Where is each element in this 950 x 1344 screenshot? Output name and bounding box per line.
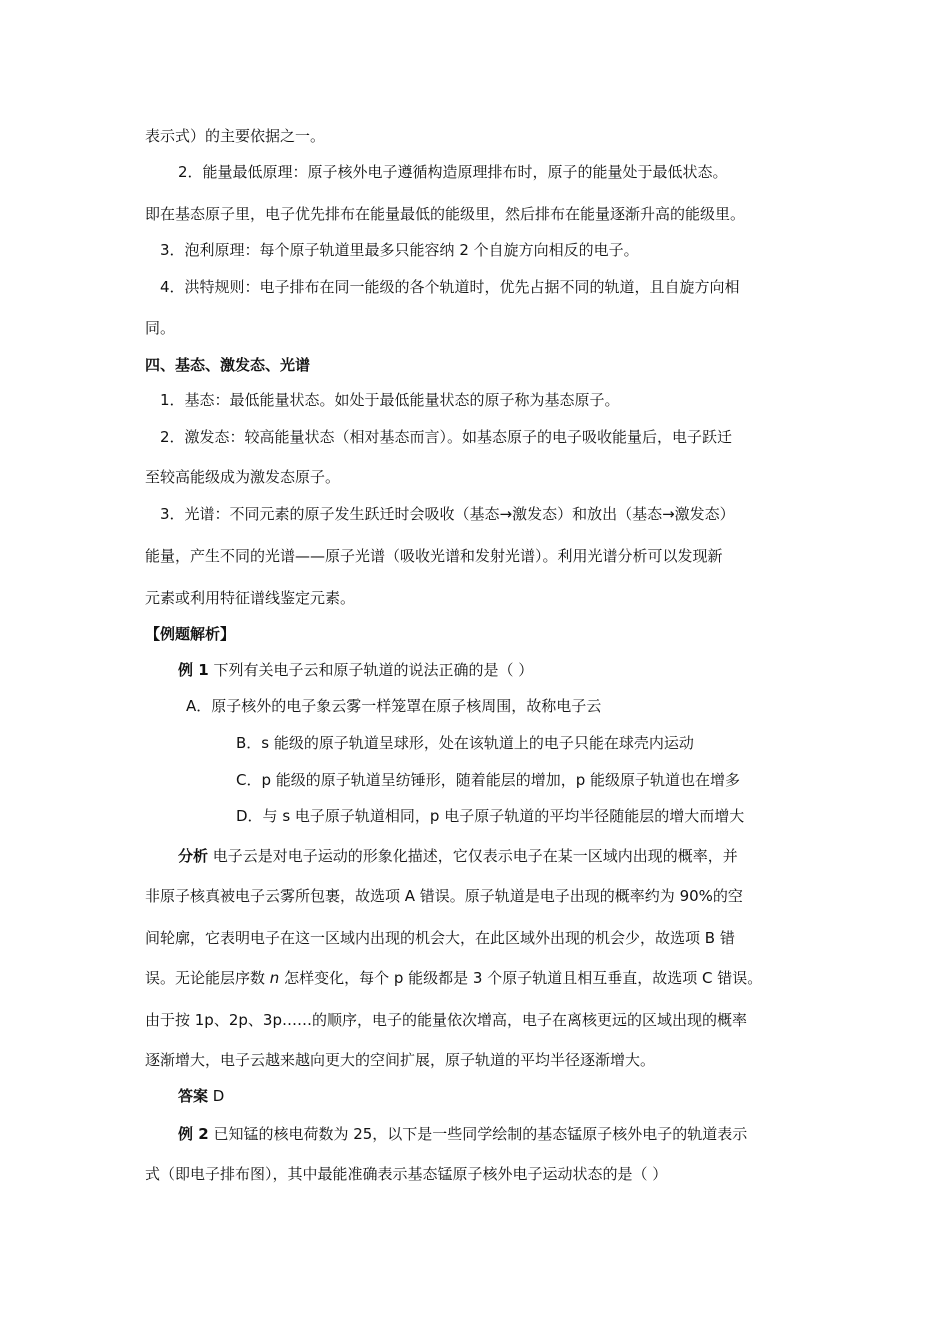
answer-label: 答案 (178, 1087, 209, 1105)
example-1-option-a: A．原子核外的电子象云雾一样笼罩在原子核周围，故称电子云 (186, 697, 602, 715)
paragraph-line: 元素或利用特征谱线鉴定元素。 (145, 589, 356, 607)
example-1-option-d: D．与 s 电子原子轨道相同，p 电子原子轨道的平均半径随能层的增大而增大 (236, 807, 745, 825)
example-2-label: 例 2 (178, 1125, 209, 1143)
italic-variable: n (269, 969, 280, 987)
analysis-line: 由于按 1p、2p、3p……的顺序，电子的能量依次增高，电子在离核更远的区域出现的概率 (145, 1011, 747, 1029)
analysis-line (145, 968, 762, 988)
analysis-text: 误。无论能层序数 (145, 969, 270, 987)
example-1-text: 下列有关电子云和原子轨道的说法正确的是（ ） (208, 661, 534, 679)
paragraph-line: 3．光谱：不同元素的原子发生跃迁时会吸收（基态→激发态）和放出（基态→激发态） (160, 505, 735, 523)
example-1-option-c: C．p 能级的原子轨道呈纺锤形，随着能层的增加，p 能级原子轨道也在增多 (236, 771, 741, 789)
analysis-text: 电子云是对电子运动的形象化描述，它仅表示电子在某一区域内出现的概率，并 (208, 847, 738, 865)
example-1-option-b: B．s 能级的原子轨道呈球形，处在该轨道上的电子只能在球壳内运动 (236, 734, 694, 752)
analysis-text: 怎样变化，每个 p 能级都是 3 个原子轨道且相互垂直，故选项 C 错误。 (279, 969, 763, 987)
answer-value: D (208, 1087, 225, 1105)
example-2-question-cont: 式（即电子排布图），其中最能准确表示基态锰原子核外电子运动状态的是（ ） (145, 1165, 668, 1183)
paragraph-line: 2．能量最低原理：原子核外电子遵循构造原理排布时，原子的能量处于最低状态。 (178, 163, 728, 181)
paragraph-line: 同。 (145, 319, 176, 337)
paragraph-line: 表示式）的主要依据之一。 (145, 127, 326, 145)
analysis-label: 分析 (178, 847, 209, 865)
paragraph-line: 至较高能级成为激发态原子。 (145, 468, 341, 486)
answer-line (178, 1086, 224, 1106)
paragraph-line: 3．泡利原理：每个原子轨道里最多只能容纳 2 个自旋方向相反的电子。 (160, 241, 639, 259)
analysis-line: 非原子核真被电子云雾所包裹，故选项 A 错误。原子轨道是电子出现的概率约为 90%的空 (145, 887, 743, 905)
example-1-label: 例 1 (178, 661, 209, 679)
analysis-line: 间轮廓，它表明电子在这一区域内出现的机会大，在此区域外出现的机会少，故选项 B 错 (145, 929, 735, 947)
paragraph-line: 能量，产生不同的光谱——原子光谱（吸收光谱和发射光谱）。利用光谱分析可以发现新 (145, 547, 723, 565)
example-1-question (178, 660, 533, 680)
section-heading: 四、基态、激发态、光谱 (145, 356, 311, 374)
analysis-line (178, 846, 738, 866)
paragraph-line: 即在基态原子里，电子优先排布在能量最低的能级里，然后排布在能量逐渐升高的能级里。 (145, 205, 746, 223)
examples-heading: 【例题解析】 (145, 625, 236, 643)
example-2-text: 已知锰的核电荷数为 25，以下是一些同学绘制的基态锰原子核外电子的轨道表示 (208, 1125, 748, 1143)
example-2-question (178, 1124, 747, 1144)
paragraph-line: 1．基态：最低能量状态。如处于最低能量状态的原子称为基态原子。 (160, 391, 620, 409)
analysis-line: 逐渐增大，电子云越来越向更大的空间扩展，原子轨道的平均半径逐渐增大。 (145, 1051, 656, 1069)
paragraph-line: 2．激发态：较高能量状态（相对基态而言）。如基态原子的电子吸收能量后，电子跃迁 (160, 428, 733, 446)
paragraph-line: 4．洪特规则：电子排布在同一能级的各个轨道时，优先占据不同的轨道，且自旋方向相 (160, 278, 740, 296)
